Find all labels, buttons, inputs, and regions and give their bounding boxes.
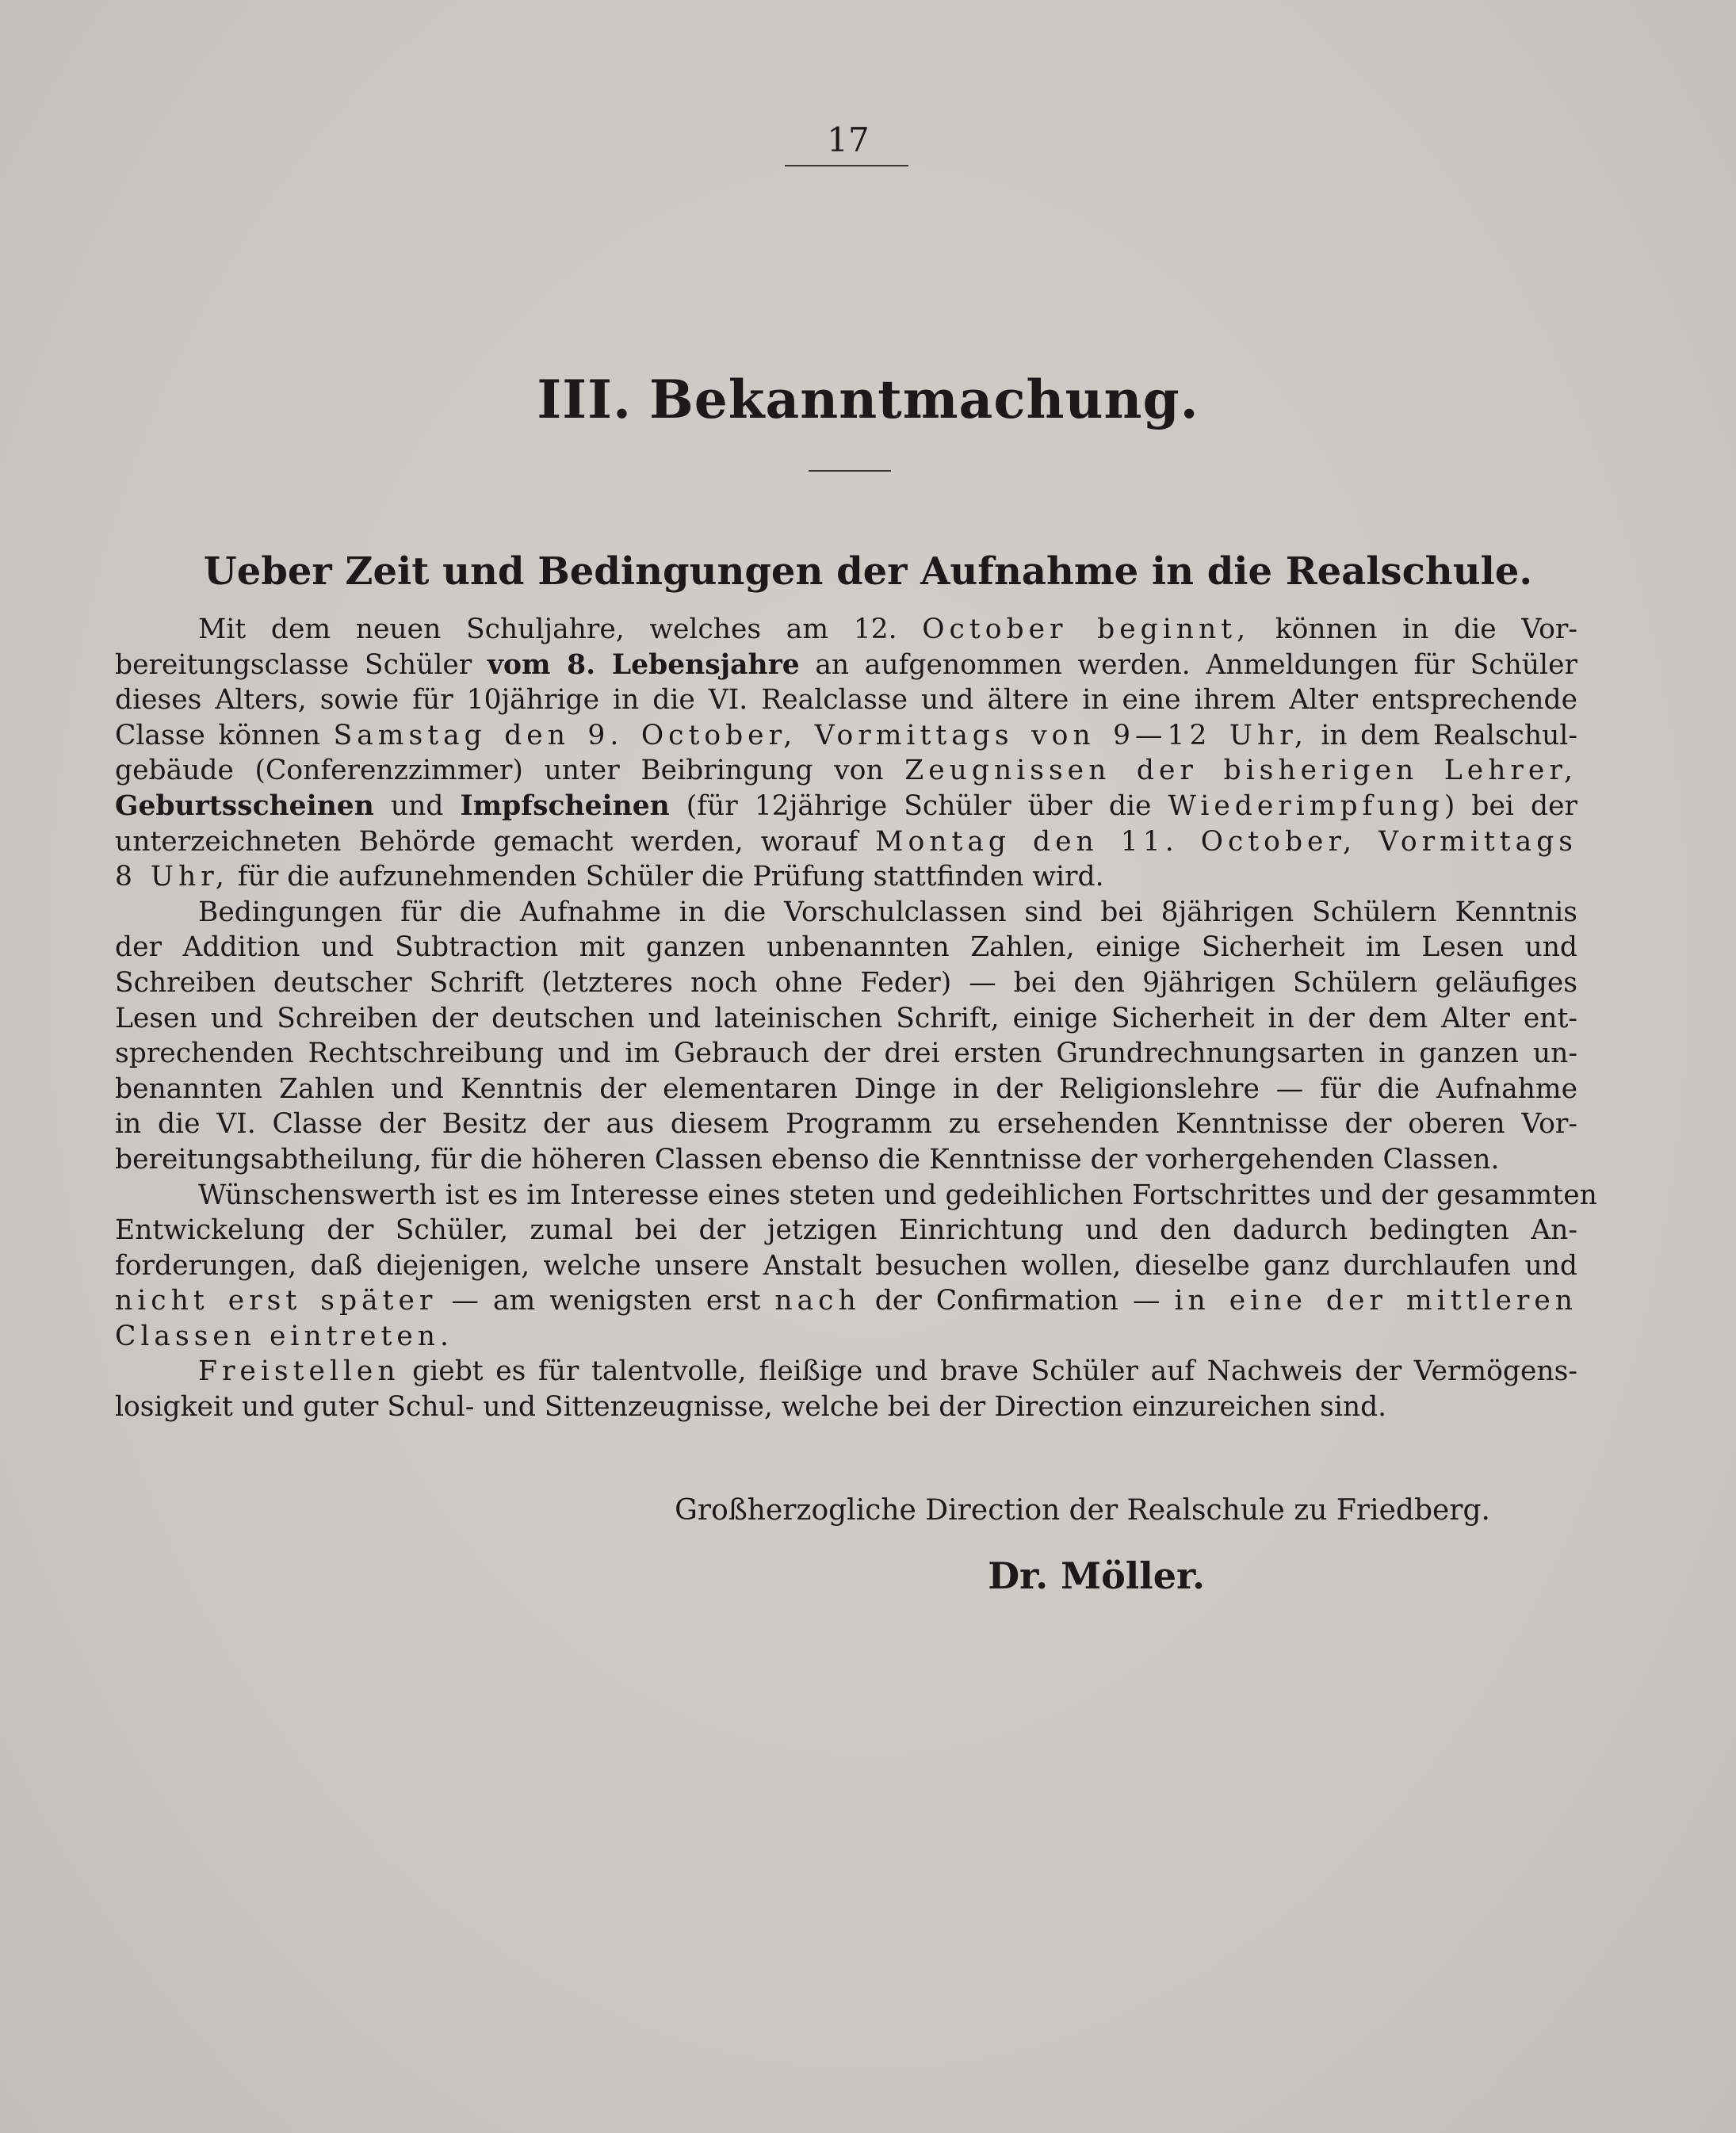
- section-heading: [0, 366, 1736, 433]
- signature-name: Dr. Möller.: [988, 1554, 1205, 1597]
- emphasis-spaced: nicht erst später: [115, 1285, 438, 1317]
- text-line: [115, 1178, 1597, 1214]
- text-segment: der Confirmation —: [860, 1285, 1175, 1317]
- emphasis-spaced: nach: [774, 1285, 861, 1317]
- text-line: [115, 1319, 1577, 1355]
- text-segment: Wünschenswerth ist es im Interesse eines steten und gedeihlichen Fortschrittes und der gesammten: [198, 1179, 1597, 1211]
- text-line: [115, 1001, 1577, 1037]
- text-line: [115, 718, 1577, 754]
- paragraph-recommendation: [115, 1178, 1597, 1355]
- emphasis-spaced: Samstag den 9. October, Vormittags von 9—12 Uhr,: [333, 719, 1308, 751]
- body-text: [115, 612, 1597, 1425]
- text-segment: losigkeit und guter Schul- und Sittenzeugnisse, welche bei der Direction einzureichen sind.: [115, 1391, 1387, 1424]
- emphasis-spaced: 8 Uhr,: [115, 861, 229, 893]
- text-segment: können in die Vor-: [1250, 614, 1577, 645]
- emphasis-spaced: Wiederimpfung: [1168, 789, 1444, 822]
- section-numeral: III.: [537, 369, 632, 430]
- text-segment: Entwickelung der Schüler, zumal bei der jetzigen Einrichtung und den dadurch bedingten An-: [115, 1214, 1577, 1247]
- section-title-text: Bekanntmachung.: [649, 369, 1199, 430]
- text-line: [115, 1283, 1577, 1319]
- text-line: [115, 965, 1577, 1001]
- text-segment: und: [373, 789, 461, 822]
- text-segment: in dem Realschul-: [1307, 719, 1578, 751]
- text-segment: an aufgenommen werden. Anmeldungen für Schüler: [799, 648, 1577, 681]
- emphasis-spaced: Zeugnissen der bisherigen Lehrer,: [904, 755, 1577, 787]
- text-line: [115, 1036, 1577, 1072]
- signature-organization: Großherzogliche Direction der Realschule zu Friedberg.: [675, 1494, 1490, 1527]
- emphasis-spaced: Montag den 11. October, Vormittags: [875, 825, 1577, 858]
- text-segment: in die VI. Classe der Besitz der aus diesem Programm zu ersehenden Kenntnisse der oberen Vor-: [115, 1108, 1577, 1141]
- text-line: [115, 1354, 1577, 1390]
- text-segment: Classe können: [115, 719, 334, 751]
- text-line: [115, 824, 1577, 860]
- heading-rule: [809, 470, 891, 472]
- text-segment: Bedingungen für die Aufnahme in die Vorschulclassen sind bei 8jährigen Schülern Kenntnis: [198, 896, 1577, 928]
- text-line: [115, 1213, 1577, 1248]
- text-line: [115, 1072, 1577, 1107]
- paragraph-admission-dates: [115, 612, 1577, 895]
- paragraph-admission-requirements: [115, 895, 1577, 1178]
- text-segment: für die aufzunehmenden Schüler die Prüfung stattfinden wird.: [228, 861, 1104, 893]
- emphasis-bold: Geburtsscheinen: [115, 789, 374, 822]
- emphasis-spaced: in eine der mittleren: [1174, 1285, 1578, 1317]
- text-line: [115, 648, 1577, 683]
- text-line: [115, 1142, 1577, 1178]
- header-rule: [785, 165, 908, 166]
- text-segment: bereitungsclasse Schüler: [115, 648, 488, 681]
- text-line: [115, 1107, 1577, 1142]
- text-line: [115, 612, 1577, 648]
- emphasis-spaced: Freistellen: [198, 1355, 400, 1388]
- text-segment: ) bei der: [1443, 789, 1577, 822]
- text-line: [115, 753, 1577, 789]
- text-segment: bereitungsabtheilung, für die höheren Classen ebenso die Kenntnisse der vorhergehenden Classen.: [115, 1143, 1500, 1175]
- text-segment: benannten Zahlen und Kenntnis der elementaren Dinge in der Religionslehre — für die Aufnahme: [115, 1072, 1577, 1105]
- text-line: [115, 930, 1577, 965]
- text-segment: giebt es für talentvolle, fleißige und brave Schüler auf Nachweis der Vermögens-: [400, 1355, 1577, 1388]
- text-segment: Lesen und Schreiben der deutschen und lateinischen Schrift, einige Sicherheit in der dem Alter ent-: [115, 1002, 1577, 1034]
- emphasis-bold: vom 8. Lebensjahre: [487, 648, 800, 681]
- text-line: [115, 682, 1577, 718]
- section-subtitle: Ueber Zeit und Bedingungen der Aufnahme in die Realschule.: [203, 549, 1533, 594]
- text-segment: Schreiben deutscher Schrift (letzteres noch ohne Feder) — bei den 9jährigen Schülern geläufiges: [115, 966, 1577, 999]
- text-line: [115, 1390, 1577, 1425]
- text-segment: sprechenden Rechtschreibung und im Gebrauch der drei ersten Grundrechnungsarten in ganzen un-: [115, 1038, 1577, 1070]
- emphasis-spaced: October beginnt,: [922, 614, 1251, 645]
- emphasis-spaced: Classen eintreten.: [115, 1320, 453, 1352]
- text-segment: (für 12jährige Schüler über die: [669, 789, 1168, 822]
- emphasis-bold: Impfscheinen: [460, 789, 670, 822]
- text-segment: — am wenigsten erst: [437, 1285, 775, 1317]
- text-segment: unterzeichneten Behörde gemacht werden, worauf: [115, 825, 876, 858]
- page-number: 17: [827, 120, 870, 159]
- text-line: [115, 1248, 1577, 1284]
- text-line: [115, 789, 1577, 824]
- text-line: [115, 895, 1577, 931]
- text-line: [115, 859, 1577, 895]
- text-segment: Mit dem neuen Schuljahre, welches am 12.: [198, 614, 923, 645]
- paragraph-free-places: [115, 1354, 1577, 1424]
- text-segment: dieses Alters, sowie für 10jährige in die VI. Realclasse und ältere in eine ihrem Alter entsprechende: [115, 684, 1577, 717]
- text-segment: forderungen, daß diejenigen, welche unsere Anstalt besuchen wollen, dieselbe ganz durchlaufen und: [115, 1249, 1577, 1282]
- text-segment: der Addition und Subtraction mit ganzen unbenannten Zahlen, einige Sicherheit im Lesen und: [115, 931, 1577, 964]
- text-segment: gebäude (Conferenzzimmer) unter Beibringung von: [115, 755, 905, 787]
